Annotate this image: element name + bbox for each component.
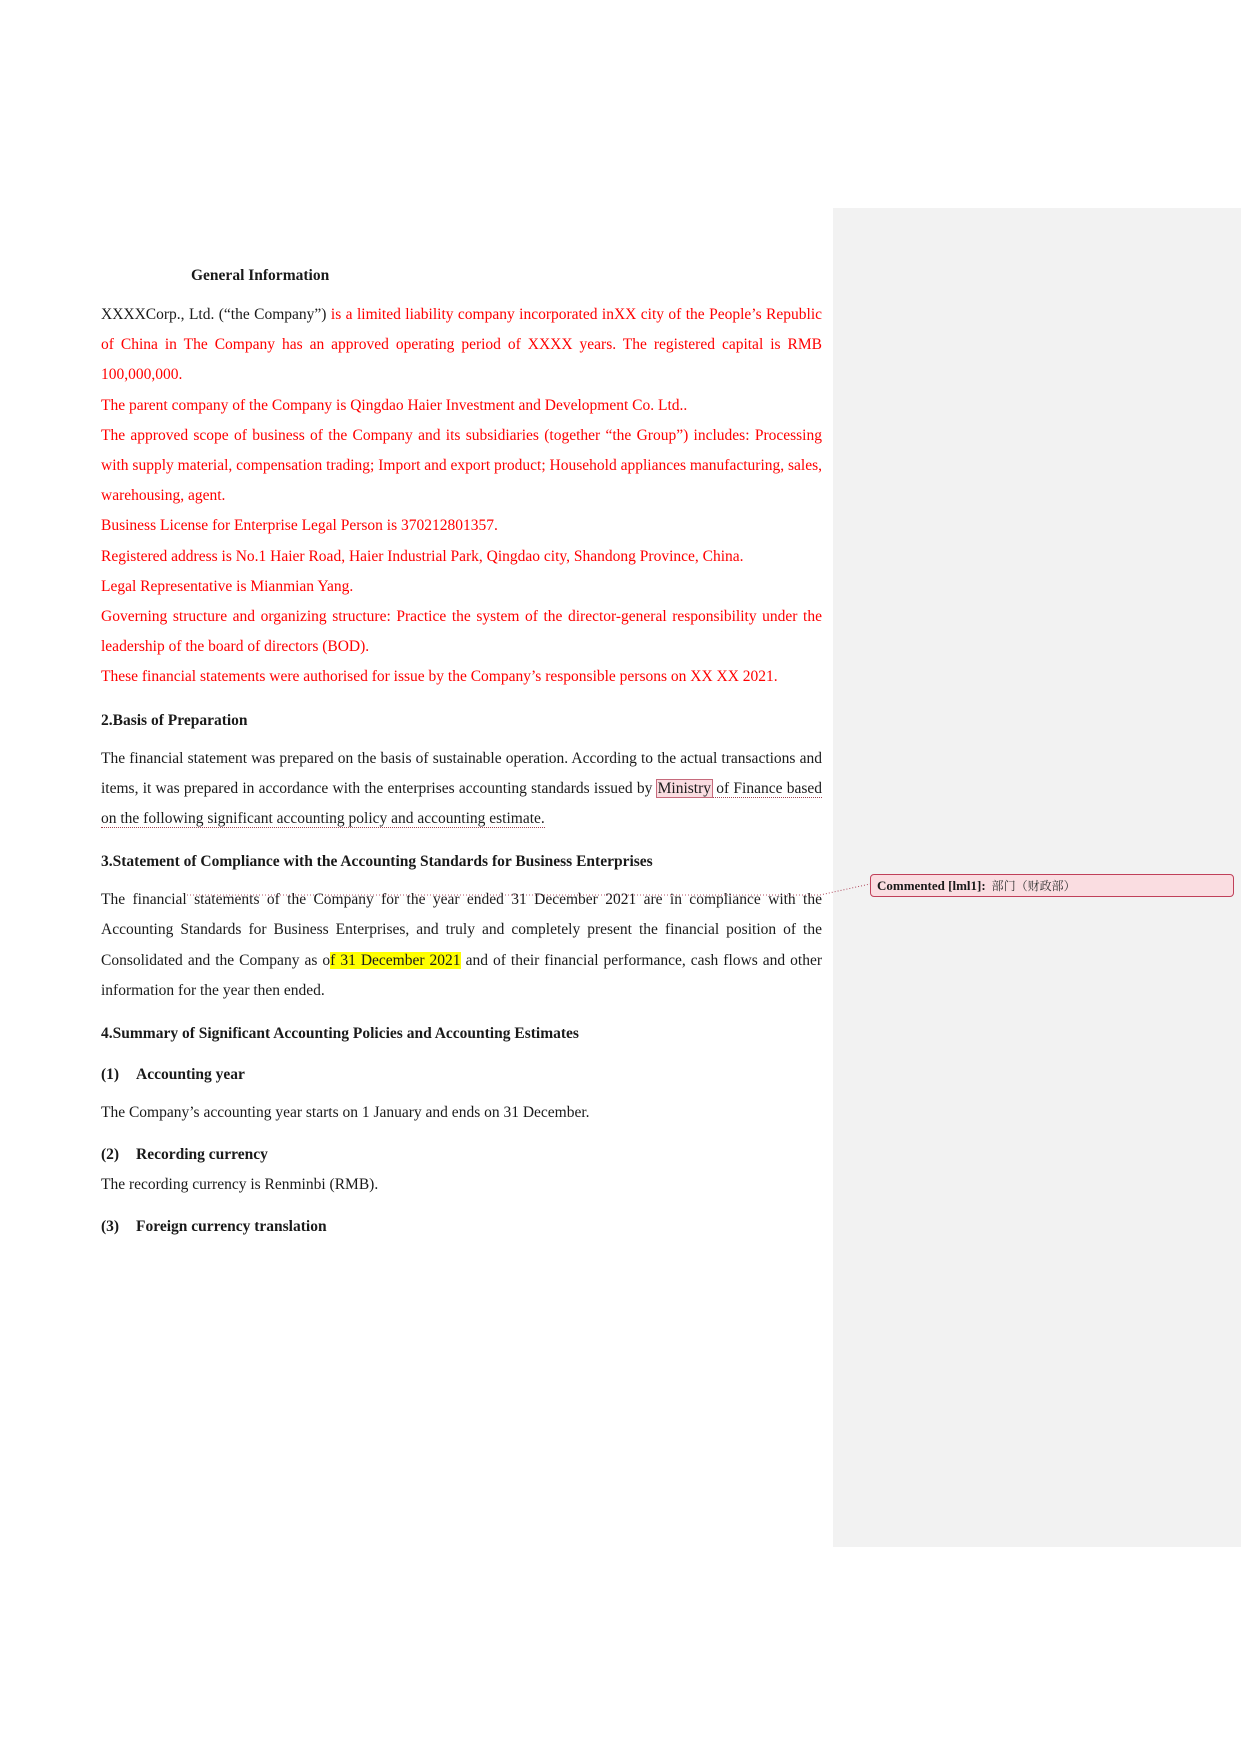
paragraph-legal-representative: Legal Representative is Mianmian Yang.: [101, 577, 354, 595]
heading-basis-of-preparation: 2.Basis of Preparation: [101, 711, 248, 729]
commented-range: of Finance based on the following significant accounting policy and accounting estimate.: [101, 779, 822, 828]
document-body: [101, 262, 822, 1250]
heading-accounting-policies: 4.Summary of Significant Accounting Policies and Accounting Estimates: [101, 1025, 579, 1043]
paragraph-parent-company: The parent company of the Company is Qingdao Haier Investment and Development Co. Ltd..: [101, 396, 688, 414]
subheading-title: Foreign currency translation: [136, 1218, 327, 1236]
paragraph-accounting-year: The Company’s accounting year starts on 1 January and ends on 31 December.: [101, 1104, 590, 1122]
document-title: General Information: [191, 267, 330, 284]
company-name: XXXXCorp., Ltd. (“the Company”): [101, 306, 327, 323]
paragraph-business-license: Business License for Enterprise Legal Person is 370212801357.: [101, 517, 498, 535]
heading-statement-of-compliance: 3.Statement of Compliance with the Accounting Standards for Business Enterprises: [101, 853, 653, 871]
paragraph-recording-currency: The recording currency is Renminbi (RMB).: [101, 1176, 379, 1194]
compliance-text-end: and of their financial performance, cash flows and other information for the year then ended.: [101, 951, 823, 999]
subheading-number: (2): [101, 1146, 120, 1164]
paragraph-business-scope: The approved scope of business of the Company and its subsidiaries (together “the Group”) includes: Processing with supply material, compensation trading; Import and export product; Household appliances manufacturing, sales, warehousing, agent.: [101, 426, 822, 505]
paragraph-statement-of-compliance: [101, 885, 822, 1006]
subheading-accounting-year: [101, 1061, 822, 1089]
paragraph-company-intro: [101, 300, 822, 391]
comment-text: 部门（财政部）: [991, 879, 1076, 893]
paragraph-governing-structure: Governing structure and organizing structure: Practice the system of the director-general responsibility under the leadership of the board of directors (BOD).: [101, 608, 822, 656]
compliance-text-start: The financial statements of the Company for the year ended 31 December 2021 are in compliance with the Accounting Standards for Business Enterprises, and truly and completely present the financial position of the Consolidated and the Company as o: [101, 891, 822, 969]
subheading-number: (1): [101, 1066, 120, 1084]
subheading-foreign-currency: [101, 1213, 822, 1241]
subheading-title: Accounting year: [136, 1066, 245, 1084]
basis-text-start: The financial statement was prepared on the basis of sustainable operation. According to the actual transactions and items, it was prepared in accordance with the enterprises accounting standards issued by: [101, 749, 822, 797]
subheading-number: (3): [101, 1218, 120, 1236]
highlighted-date: f 31 December 2021: [330, 951, 461, 969]
paragraph-basis-of-preparation: [101, 744, 822, 835]
commented-word-ministry[interactable]: Ministry: [657, 779, 712, 797]
comment-balloon[interactable]: [870, 874, 1234, 897]
subheading-recording-currency: [101, 1141, 822, 1169]
paragraph-authorisation: These financial statements were authorised for issue by the Company’s responsible persons on XX XX 2021.: [101, 668, 778, 686]
subheading-title: Recording currency: [136, 1146, 268, 1164]
paragraph-registered-address: Registered address is No.1 Haier Road, Haier Industrial Park, Qingdao city, Shandong Province, China.: [101, 547, 744, 565]
comment-author-label: Commented [lml1]:: [877, 878, 986, 893]
company-intro-text: is a limited liability company incorporated inXX city of the People’s Republic of China in The Company has an approved operating period of XXXX years. The registered capital is RMB 100,000,000.: [101, 306, 823, 384]
